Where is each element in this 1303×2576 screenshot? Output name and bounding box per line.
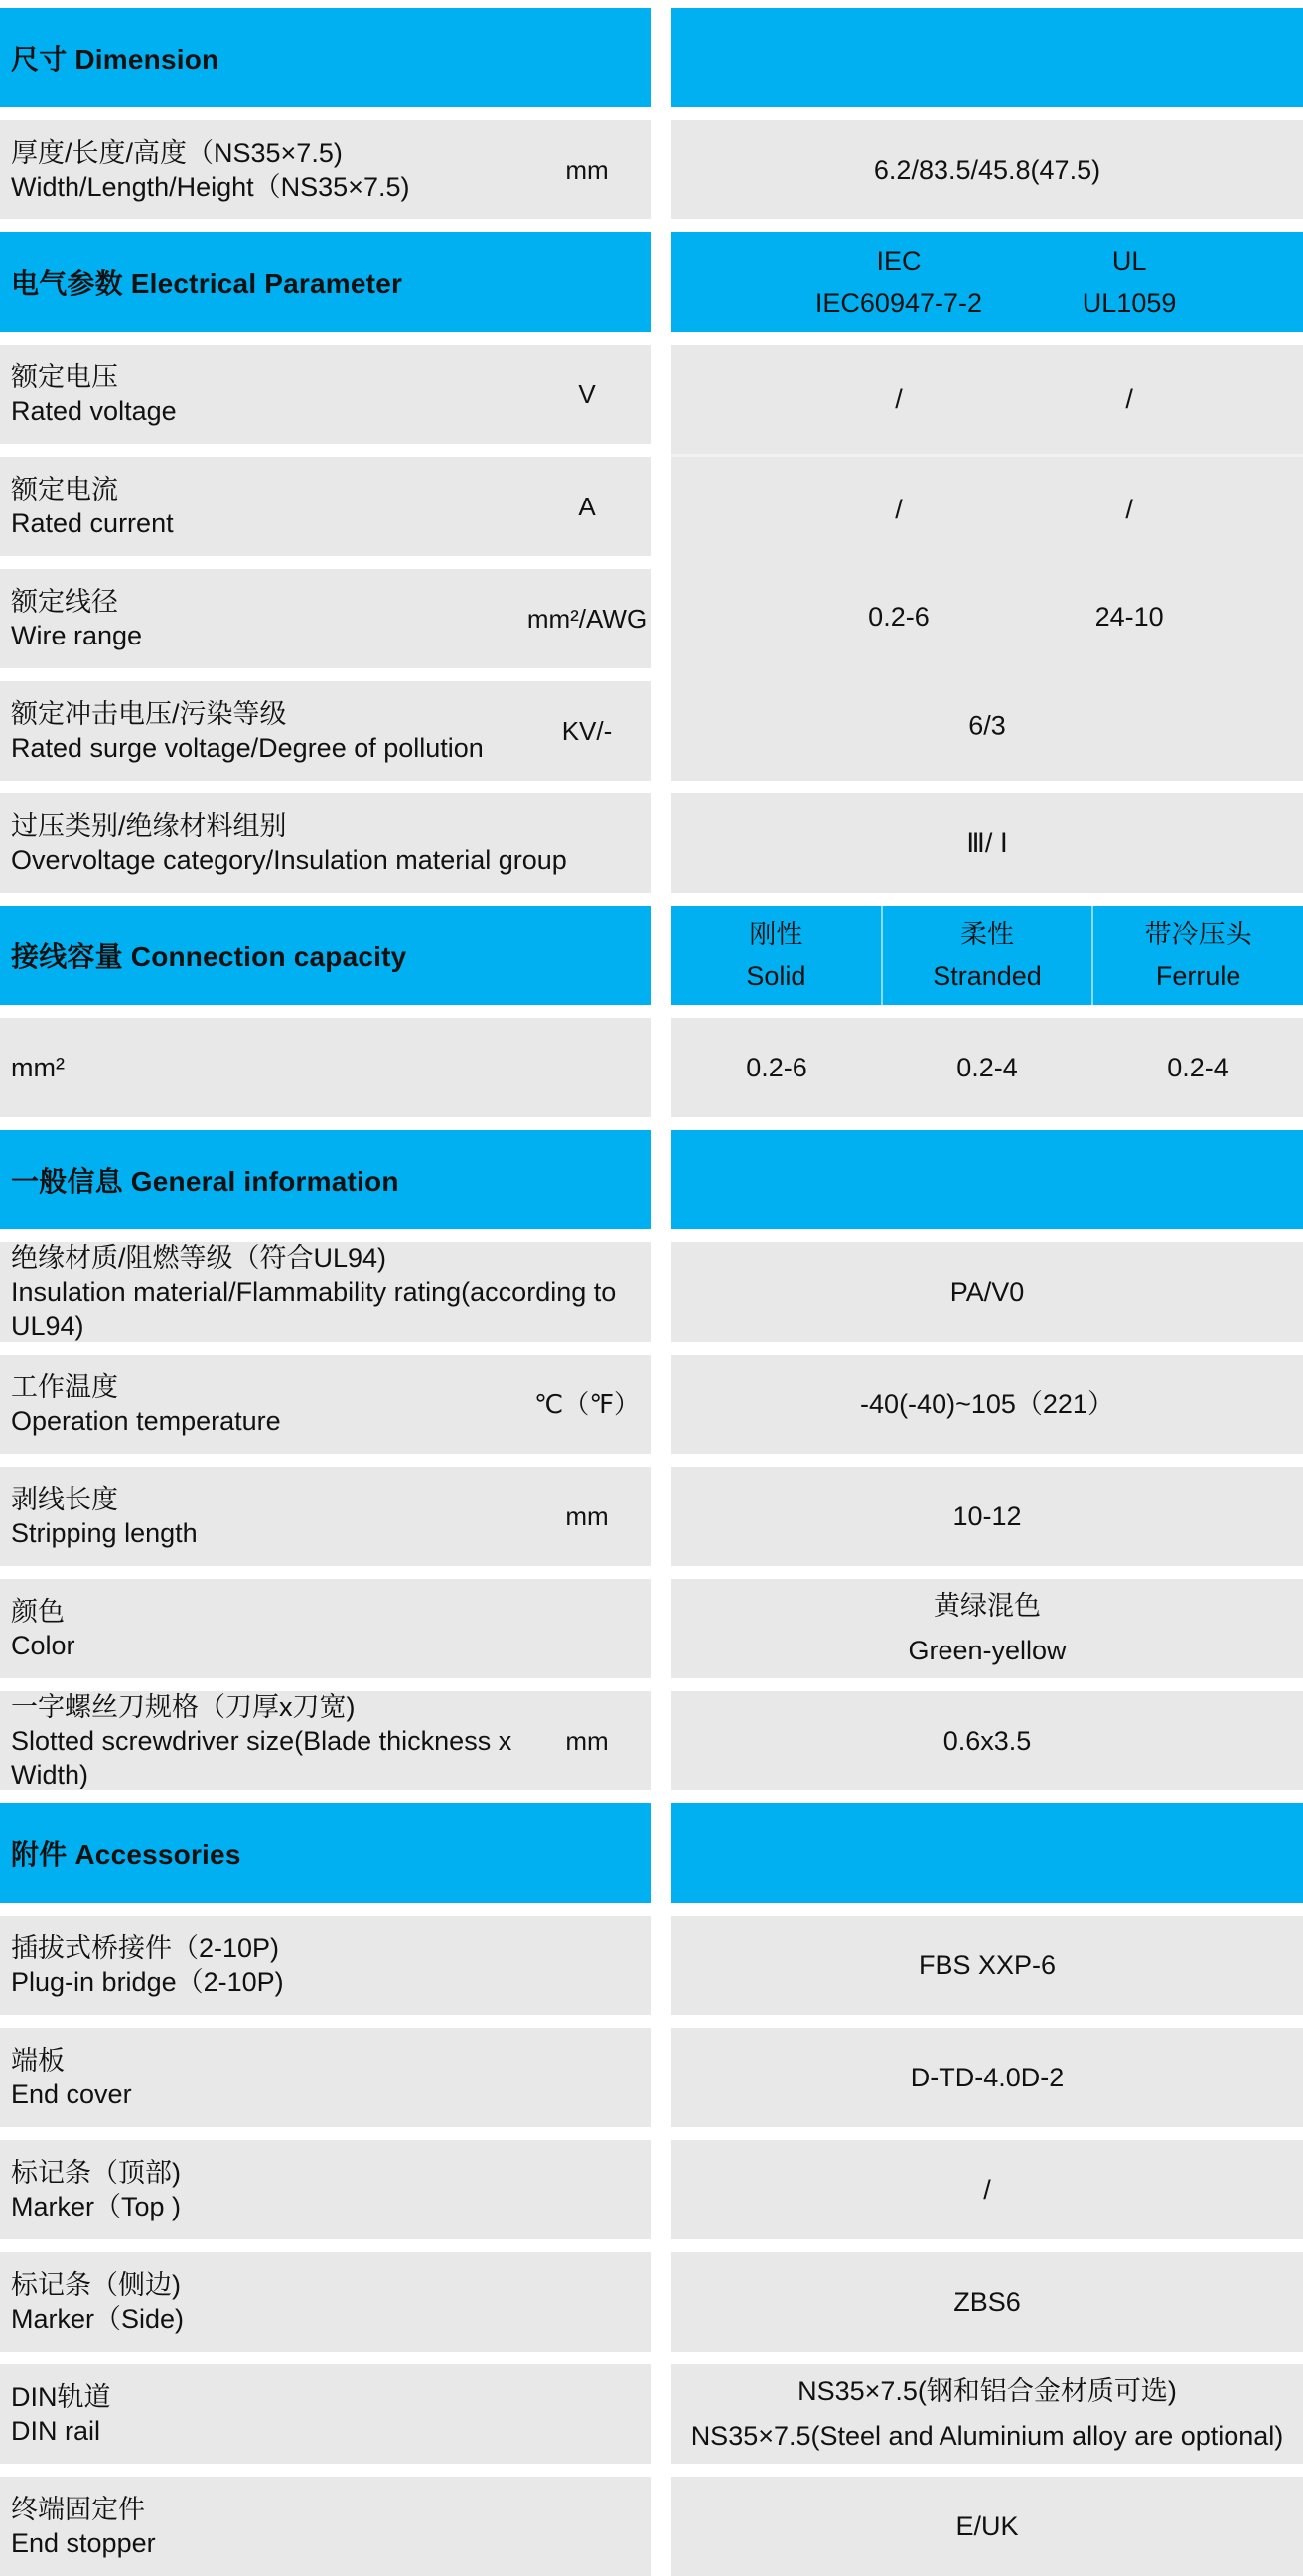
label-zh: 剥线长度 xyxy=(11,1485,118,1514)
value-col xyxy=(882,1018,1092,1117)
unit-label: KV/- xyxy=(561,716,613,746)
conductor-type-zh: 带冷压头 xyxy=(1144,920,1252,949)
standard-col-ul xyxy=(1083,240,1177,324)
standard-name: IEC xyxy=(876,246,922,276)
parameter-label xyxy=(0,809,652,877)
label-en: Stripping length xyxy=(11,1518,198,1548)
label-area xyxy=(0,1355,652,1454)
parameter-label xyxy=(0,2380,652,2448)
value-ul: / xyxy=(1125,495,1133,525)
conductor-type-columns xyxy=(671,906,1303,1005)
unit-label: ℃（℉） xyxy=(534,1389,640,1419)
label-en: Wire range xyxy=(11,621,143,650)
spec-row-label-cell xyxy=(0,793,652,893)
label-zh: 一字螺丝刀规格（刀厚x刀宽) xyxy=(11,1692,356,1722)
section-header-spacer xyxy=(671,1130,1303,1229)
spec-row-label-cell xyxy=(0,457,652,556)
label-zh: 额定线径 xyxy=(11,587,118,617)
value-cell xyxy=(671,1018,1303,1117)
label-area xyxy=(0,569,652,668)
label-area xyxy=(0,793,652,893)
value-text: 10-12 xyxy=(952,1501,1022,1531)
spec-row-label-cell xyxy=(0,2252,652,2352)
parameter-label xyxy=(0,1932,652,1999)
label-en: DIN rail xyxy=(11,2416,101,2446)
value-text: ZBS6 xyxy=(953,2286,1021,2317)
unit-label: mm xyxy=(565,155,609,185)
section-header-spacer xyxy=(671,8,1303,107)
value-cell xyxy=(671,1579,1303,1678)
label-en: Plug-in bridge（2-10P) xyxy=(11,1967,284,1997)
section-header-cell xyxy=(0,1803,652,1903)
value-cell xyxy=(671,2028,1303,2127)
label-en: Rated voltage xyxy=(11,396,177,426)
parameter-label xyxy=(0,136,526,204)
value-iec: / xyxy=(895,383,903,414)
electrical-value-zone xyxy=(671,345,1303,454)
spec-row-label-cell xyxy=(0,1355,652,1454)
label-area xyxy=(0,1916,652,2015)
conductor-type-col xyxy=(1091,906,1303,1005)
value-stack xyxy=(671,1467,1303,1566)
value-text: 0.2-4 xyxy=(956,1053,1018,1082)
conductor-type-zh: 柔性 xyxy=(960,920,1014,949)
value-stack xyxy=(671,1579,1303,1678)
parameter-label xyxy=(0,2268,652,2336)
value-stack xyxy=(671,1691,1303,1790)
conductor-type-header-cell xyxy=(671,906,1303,1005)
value-text: / xyxy=(983,2174,991,2205)
label-zh: 插拔式桥接件（2-10P) xyxy=(11,1933,280,1963)
standards-header-cell xyxy=(671,232,1303,332)
conductor-type-col xyxy=(671,906,881,1005)
value-cell xyxy=(671,2140,1303,2239)
label-zh: 额定电压 xyxy=(11,362,118,392)
electrical-value-zone xyxy=(671,563,1303,672)
label-en: Color xyxy=(11,1631,75,1660)
label-zh: 过压类别/绝缘材料组别 xyxy=(11,811,287,841)
unit-label: V xyxy=(578,379,596,409)
label-zh: mm² xyxy=(11,1053,65,1082)
label-area xyxy=(0,2252,652,2352)
unit-label: mm²/AWG xyxy=(526,604,648,634)
spec-row-label-cell xyxy=(0,1691,652,1790)
label-en: Marker（Top ) xyxy=(11,2192,182,2221)
label-zh: 标记条（侧边) xyxy=(11,2270,181,2300)
label-zh: 终端固定件 xyxy=(11,2495,145,2524)
label-area xyxy=(0,2364,652,2464)
value-stack xyxy=(671,1355,1303,1454)
spec-row-label-cell xyxy=(0,2140,652,2239)
parameter-label xyxy=(0,697,526,765)
label-zh: 额定冲击电压/污染等级 xyxy=(11,699,287,729)
label-en: End cover xyxy=(11,2079,132,2109)
label-zh: 颜色 xyxy=(11,1597,65,1627)
electrical-values-merged-cell xyxy=(671,345,1303,781)
value-cell xyxy=(671,1242,1303,1342)
value-cell xyxy=(671,1691,1303,1790)
label-area xyxy=(0,2477,652,2576)
value-ul: 24-10 xyxy=(1094,602,1164,633)
spec-row-label-cell xyxy=(0,2028,652,2127)
value-columns xyxy=(671,1018,1303,1117)
standard-name: UL xyxy=(1111,246,1147,276)
value-text: 0.6x3.5 xyxy=(942,1725,1032,1756)
spec-row-label-cell xyxy=(0,345,652,444)
standard-number: IEC60947-7-2 xyxy=(814,288,983,318)
value-iec: 0.2-6 xyxy=(868,602,930,633)
value-stack xyxy=(671,120,1303,219)
conductor-type-zh: 刚性 xyxy=(749,920,803,949)
spec-row-label-cell xyxy=(0,1467,652,1566)
conductor-type-en: Solid xyxy=(746,961,806,991)
spec-row-label-cell xyxy=(0,681,652,781)
value-stack xyxy=(671,1242,1303,1342)
section-header-cell xyxy=(0,1130,652,1229)
spec-row-label-cell xyxy=(0,1916,652,2015)
value-stack xyxy=(671,2477,1303,2576)
label-en: Width/Length/Height（NS35×7.5) xyxy=(11,172,410,202)
value-text: NS35×7.5(钢和铝合金材质可选) xyxy=(797,2376,1177,2406)
label-area xyxy=(0,1242,652,1342)
label-area xyxy=(0,457,652,556)
value-stack xyxy=(671,793,1303,893)
value-cell xyxy=(671,2252,1303,2352)
value-stack xyxy=(671,1916,1303,2015)
standard-number: UL1059 xyxy=(1082,288,1177,318)
value-stack xyxy=(671,2140,1303,2239)
value-stack xyxy=(671,2252,1303,2352)
label-en: Rated surge voltage/Degree of pollution xyxy=(11,733,484,763)
value-cell xyxy=(671,1355,1303,1454)
value-cell xyxy=(671,2364,1303,2464)
label-zh: 标记条（顶部) xyxy=(11,2158,181,2188)
parameter-label xyxy=(0,1690,526,1791)
value-stack xyxy=(671,2364,1303,2464)
section-header-spacer xyxy=(671,1803,1303,1903)
value-text: NS35×7.5(Steel and Aluminium alloy are optional) xyxy=(690,2421,1284,2451)
conductor-type-col xyxy=(881,906,1092,1005)
spec-row-label-cell xyxy=(0,2364,652,2464)
label-en: End stopper xyxy=(11,2528,156,2558)
label-zh: DIN轨道 xyxy=(11,2382,111,2412)
spec-row-label-cell xyxy=(0,1579,652,1678)
value-iec: / xyxy=(895,495,903,525)
value-text: 黄绿混色 xyxy=(934,1591,1041,1621)
electrical-value-zone xyxy=(671,671,1303,781)
parameter-label xyxy=(0,1483,526,1550)
value-text: 0.2-6 xyxy=(746,1053,807,1082)
label-en: Insulation material/Flammability rating(according to UL94) xyxy=(11,1277,617,1341)
parameter-label xyxy=(0,2493,652,2560)
standard-col-iec xyxy=(815,240,982,324)
label-zh: 绝缘材质/阻燃等级（符合UL94) xyxy=(11,1243,387,1273)
label-area xyxy=(0,1691,652,1790)
value-cell xyxy=(671,120,1303,219)
section-title: 接线容量 Connection capacity xyxy=(11,941,407,972)
value-text: 6.2/83.5/45.8(47.5) xyxy=(873,154,1101,185)
section-title: 附件 Accessories xyxy=(11,1839,241,1870)
label-zh: 厚度/长度/高度（NS35×7.5) xyxy=(11,138,343,168)
value-text: 6/3 xyxy=(968,710,1006,741)
label-area xyxy=(0,1579,652,1678)
parameter-label xyxy=(0,2156,652,2223)
conductor-type-en: Stranded xyxy=(933,961,1042,991)
unit-label: mm xyxy=(565,1726,609,1756)
value-text: E/UK xyxy=(955,2510,1019,2541)
label-zh: 端板 xyxy=(11,2046,65,2075)
section-title: 尺寸 Dimension xyxy=(11,44,219,74)
value-text: -40(-40)~105（221） xyxy=(860,1388,1114,1419)
parameter-label xyxy=(0,585,526,652)
value-col xyxy=(671,1018,882,1117)
value-ul: / xyxy=(1125,383,1133,414)
conductor-type-en: Ferrule xyxy=(1155,961,1241,991)
section-title: 一般信息 General information xyxy=(11,1166,399,1197)
label-area xyxy=(0,681,652,781)
label-zh: 工作温度 xyxy=(11,1372,118,1402)
label-area xyxy=(0,2028,652,2127)
section-header-cell xyxy=(0,232,652,332)
value-text: Green-yellow xyxy=(908,1636,1067,1665)
section-title: 电气参数 Electrical Parameter xyxy=(11,268,403,299)
spec-row-label-cell xyxy=(0,120,652,219)
parameter-label xyxy=(0,2044,652,2111)
label-en: Rated current xyxy=(11,508,174,538)
value-stack xyxy=(671,2028,1303,2127)
parameter-label xyxy=(0,1051,652,1084)
parameter-label xyxy=(0,360,526,428)
spec-row-label-cell xyxy=(0,569,652,668)
label-area xyxy=(0,2140,652,2239)
parameter-label xyxy=(0,1595,652,1662)
section-header-cell xyxy=(0,906,652,1005)
value-col xyxy=(1092,1018,1303,1117)
unit-label: mm xyxy=(565,1502,609,1531)
value-text: 0.2-4 xyxy=(1167,1053,1229,1082)
value-text: PA/V0 xyxy=(949,1276,1025,1307)
value-text: Ⅲ/ Ⅰ xyxy=(966,827,1008,858)
spec-row-label-cell xyxy=(0,1242,652,1342)
spec-row-label-cell xyxy=(0,1018,652,1117)
parameter-label xyxy=(0,473,526,540)
electrical-value-zone xyxy=(671,454,1303,563)
label-area xyxy=(0,120,652,219)
label-en: Overvoltage category/Insulation material group xyxy=(11,845,567,875)
value-cell xyxy=(671,1467,1303,1566)
value-cell xyxy=(671,1916,1303,2015)
value-text: D-TD-4.0D-2 xyxy=(910,2062,1065,2092)
label-en: Marker（Side) xyxy=(11,2304,185,2334)
unit-label: A xyxy=(578,492,596,521)
parameter-label xyxy=(0,1370,526,1438)
label-area xyxy=(0,1467,652,1566)
label-zh: 额定电流 xyxy=(11,475,118,504)
value-text: FBS XXP-6 xyxy=(918,1949,1057,1980)
parameter-label xyxy=(0,1241,652,1343)
label-en: Slotted screwdriver size(Blade thickness x Width) xyxy=(11,1726,512,1789)
label-area xyxy=(0,345,652,444)
label-en: Operation temperature xyxy=(11,1406,281,1436)
value-cell xyxy=(671,2477,1303,2576)
section-header-cell xyxy=(0,8,652,107)
label-area xyxy=(0,1018,652,1117)
value-cell xyxy=(671,793,1303,893)
spec-row-label-cell xyxy=(0,2477,652,2576)
